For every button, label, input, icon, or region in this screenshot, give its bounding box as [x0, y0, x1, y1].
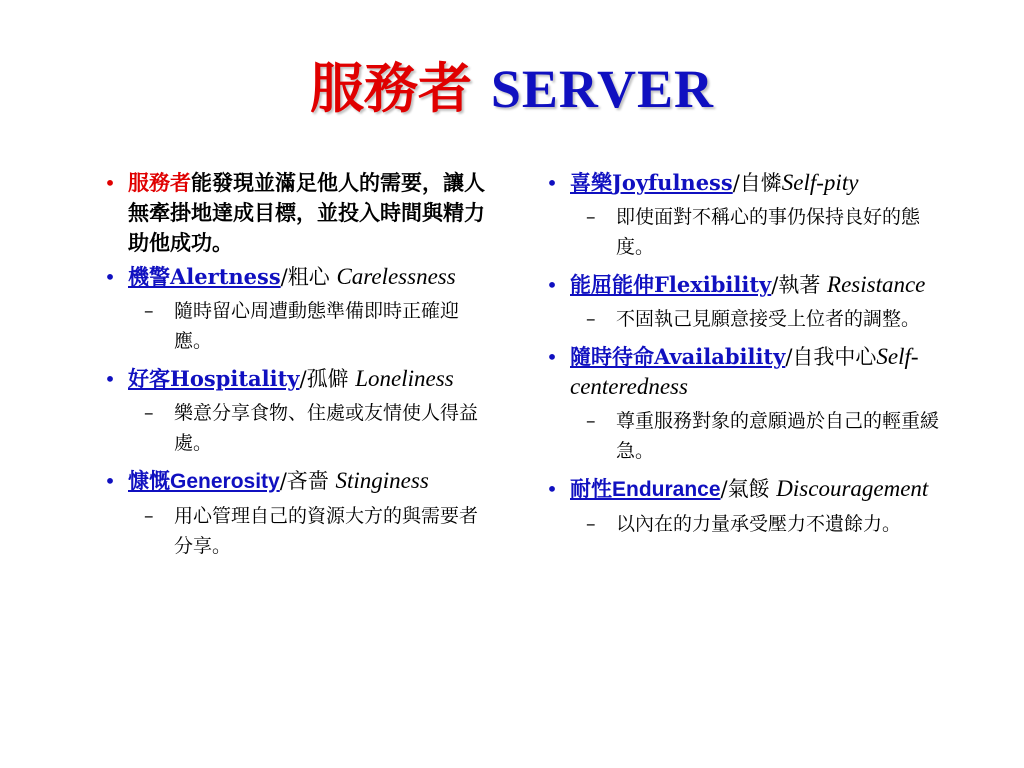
- opposite-zh: 氣餒: [727, 477, 770, 501]
- opposite-en: Self-pity: [781, 170, 859, 195]
- trait-item-generosity: • 慷慨Generosity/吝嗇 Stinginess: [98, 466, 490, 497]
- opposite-en: Carelessness: [336, 264, 456, 289]
- trait-label: 好客Hospitality: [128, 366, 300, 391]
- trait-label: 慷慨Generosity: [128, 468, 280, 493]
- intro-highlight: 服務者: [128, 170, 191, 195]
- bullet-dot-icon: •: [104, 469, 116, 493]
- opposite-zh: 自憐: [739, 171, 782, 195]
- trait-item-endurance: • 耐性Endurance/氣餒 Discouragement: [540, 474, 940, 505]
- trait-label: 喜樂Joyfulness: [570, 170, 733, 195]
- opposite-en: Discouragement: [776, 476, 929, 501]
- trait-description: – 樂意分享食物、住處或友情使人得益處。: [98, 398, 490, 458]
- trait-label: 隨時待命Availability: [570, 344, 786, 369]
- trait-item-flexibility: • 能屈能伸Flexibility/執著 Resistance: [540, 270, 940, 300]
- trait-description: – 隨時留心周遭動態準備即時正確迎應。: [98, 296, 490, 356]
- opposite-zh: 孤僻: [306, 367, 349, 391]
- trait-item-joyfulness: • 喜樂Joyfulness/自憐Self-pity: [540, 168, 940, 198]
- trait-item-hospitality: • 好客Hospitality/孤僻 Loneliness: [98, 364, 490, 394]
- trait-label: 耐性Endurance: [570, 476, 721, 501]
- bullet-dot-icon: •: [546, 477, 558, 501]
- bullet-dot-icon: •: [104, 265, 116, 289]
- trait-description: – 用心管理自己的資源大方的與需要者分享。: [98, 501, 490, 561]
- opposite-zh: 執著: [778, 273, 821, 297]
- trait-label: 機警Alertness: [128, 264, 281, 289]
- dash-icon: –: [586, 308, 596, 330]
- title-chinese: 服務者: [310, 56, 472, 120]
- dash-icon: –: [586, 206, 596, 228]
- trait-description: – 尊重服務對象的意願過於自己的輕重緩急。: [540, 406, 940, 466]
- opposite-zh: 粗心: [287, 265, 330, 289]
- opposite-zh: 吝嗇: [286, 469, 329, 493]
- opposite-en: Loneliness: [355, 366, 454, 391]
- slide-title: [0, 48, 1024, 128]
- trait-item-availability: • 隨時待命Availability/自我中心Self-centeredness: [540, 342, 940, 402]
- opposite-en: Resistance: [827, 272, 926, 297]
- bullet-dot-icon: •: [104, 367, 116, 391]
- dash-icon: –: [144, 505, 154, 527]
- bullet-dot-icon: •: [546, 273, 558, 297]
- bullet-dot-icon: •: [104, 171, 116, 195]
- left-column: [98, 168, 490, 569]
- right-column: [540, 168, 940, 547]
- trait-description: – 即使面對不稱心的事仍保持良好的態度。: [540, 202, 940, 262]
- intro-item: [98, 168, 490, 258]
- opposite-en: Self-centeredness: [570, 344, 919, 399]
- dash-icon: –: [144, 300, 154, 322]
- trait-description: – 不固執己見願意接受上位者的調整。: [540, 304, 940, 334]
- trait-description: – 以內在的力量承受壓力不遺餘力。: [540, 509, 940, 539]
- opposite-en: Stinginess: [335, 468, 429, 493]
- dash-icon: –: [144, 402, 154, 424]
- dash-icon: –: [586, 410, 596, 432]
- intro-text: 能發現並滿足他人的需要，讓人無牽掛地達成目標，並投入時間與精力助他成功。: [128, 170, 485, 255]
- bullet-dot-icon: •: [546, 345, 558, 369]
- trait-label: 能屈能伸Flexibility: [570, 272, 772, 297]
- trait-item-alertness: • 機警Alertness/粗心 Carelessness: [98, 262, 490, 292]
- dash-icon: –: [586, 513, 596, 535]
- bullet-dot-icon: •: [546, 171, 558, 195]
- title-english: SERVER: [490, 59, 714, 119]
- opposite-zh: 自我中心: [792, 345, 877, 369]
